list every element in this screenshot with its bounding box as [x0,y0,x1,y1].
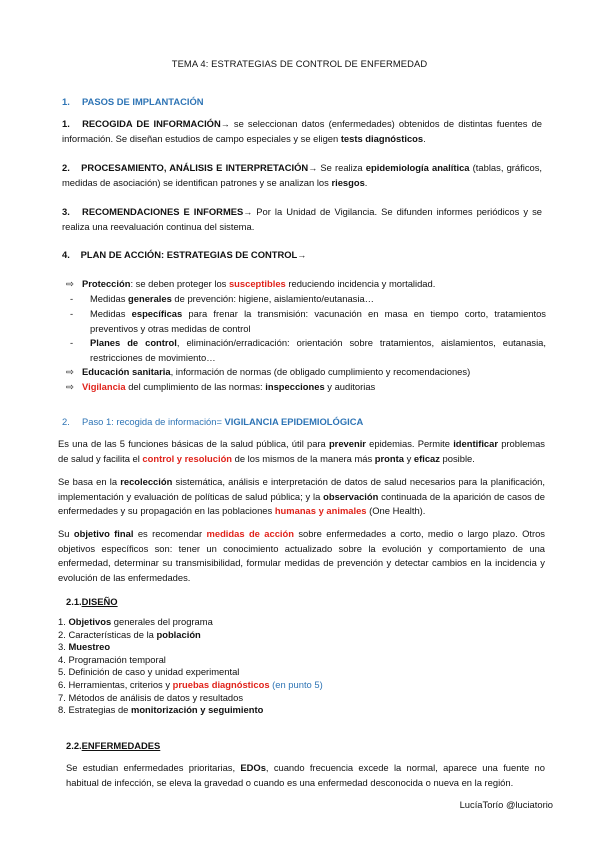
dash-bullet: - [70,308,74,319]
list-item: 6. Herramientas, criterios y pruebas diagnósticos (en punto 5) [58,678,323,690]
page-title: TEMA 4: ESTRATEGIAS DE CONTROL DE ENFERMEDAD [171,58,428,69]
paragraph-enfermedades: Se estudian enfermedades prioritarias, EDOs, cuando frecuencia excede la normal, aparece una fuente no habitual de infección, se eleva la gravedad o cuando es una enfermedad desconocida o nueva en la región. [66,762,545,788]
list-item: 8. Estrategias de monitorización y seguimiento [58,704,264,716]
arrow-bullet-icon: ⇨ [66,366,74,377]
list-item: 5. Definición de caso y unidad experimental [58,666,240,678]
list-item: 4. Programación temporal [58,653,166,665]
plan-sub-especificas: - Medidas específicas para frenar la transmisión: vacunación en masa en tiempo corto, tratamientos preventivos y otras medidas de control [70,307,546,336]
diseno-list [58,616,538,717]
plan-educacion: ⇨ Educación sanitaria, información de normas (de obligado cumplimiento y recomendaciones) [66,365,546,380]
arrow-bullet-icon: ⇨ [66,278,74,289]
plan-sub-generales: - Medidas generales de prevención: higiene, aislamiento/eutanasia… [70,292,546,307]
list-item: 2. Características de la población [58,628,201,640]
dash-bullet: - [70,337,74,348]
paragraph-vigilancia-base: Se basa en la recolección sistemática, análisis e interpretación de datos de salud necesarios para la planificación, implementación y evaluación de políticas de salud pública; y la observación continuada de la aparición de casos de enfermedades y su propagación en las poblaciones humanas y animales (One Health). [58,476,545,516]
section-1-heading: 1. PASOS DE IMPLANTACIÓN [62,96,204,107]
section-2-heading: 2. Paso 1: recogida de información= VIGILANCIA EPIDEMIOLÓGICA [62,416,364,427]
author-footer: LucíaTorío @luciatorio [459,799,553,810]
list-item: 7. Métodos de análisis de datos y resultados [58,691,244,703]
step-3: 3. RECOMENDACIONES E INFORMES→ Por la Unidad de Vigilancia. Se difunden informes periódicos y se realiza una reevaluación continua del sistema. [62,206,542,232]
plan-proteccion: ⇨ Protección: se deben proteger los susceptibles reduciendo incidencia y mortalidad. [66,277,546,292]
plan-vigilancia: ⇨ Vigilancia del cumplimiento de las normas: inspecciones y auditorias [66,380,546,395]
arrow-bullet-icon: ⇨ [66,381,74,392]
paragraph-vigilancia-objetivo: Su objetivo final es recomendar medidas de acción sobre enfermedades a corto, medio o largo plazo. Otros objetivos específicos son: tener un conocimiento actualizado sobre la evolución y comportamiento de una enfermedad, determinar su transmisibilidad, formular medidas de prevención y detectar cambios en la incidencia y evolución de las enfermedades. [58,528,545,583]
dash-bullet: - [70,293,74,304]
step-4: 4. PLAN DE ACCIÓN: ESTRATEGIAS DE CONTROL→ [62,249,307,260]
list-item: 3. Muestreo [58,641,111,653]
paragraph-vigilancia-intro: Es una de las 5 funciones básicas de la salud pública, útil para prevenir epidemias. Permite identificar problemas de salud y facilita el control y resolución de los mismos de la manera más pronta y eficaz posible. [58,438,545,464]
subsection-diseno-heading: 2.1.DISEÑO [66,596,118,607]
list-item: 1. Objetivos generales del programa [58,616,213,627]
step-2: 2. PROCESAMIENTO, ANÁLISIS E INTERPRETACIÓN→ Se realiza epidemiología analítica (tablas, gráficos, medidas de asociación) se identifican patrones y se analizan los riesgos. [62,162,543,188]
plan-sub-control: - Planes de control, eliminación/erradicación: orientación sobre tratamientos, aislamientos, eutanasia, restricciones de movimiento… [70,336,546,365]
step-1: 1. RECOGIDA DE INFORMACIÓN→ se seleccionan datos (enfermedades) obtenidos de distintas fuentes de información. Se diseñan estudios de campo especiales y se eligen tests diagnósticos. [62,118,543,144]
subsection-enfermedades-heading: 2.2.ENFERMEDADES [66,740,161,751]
